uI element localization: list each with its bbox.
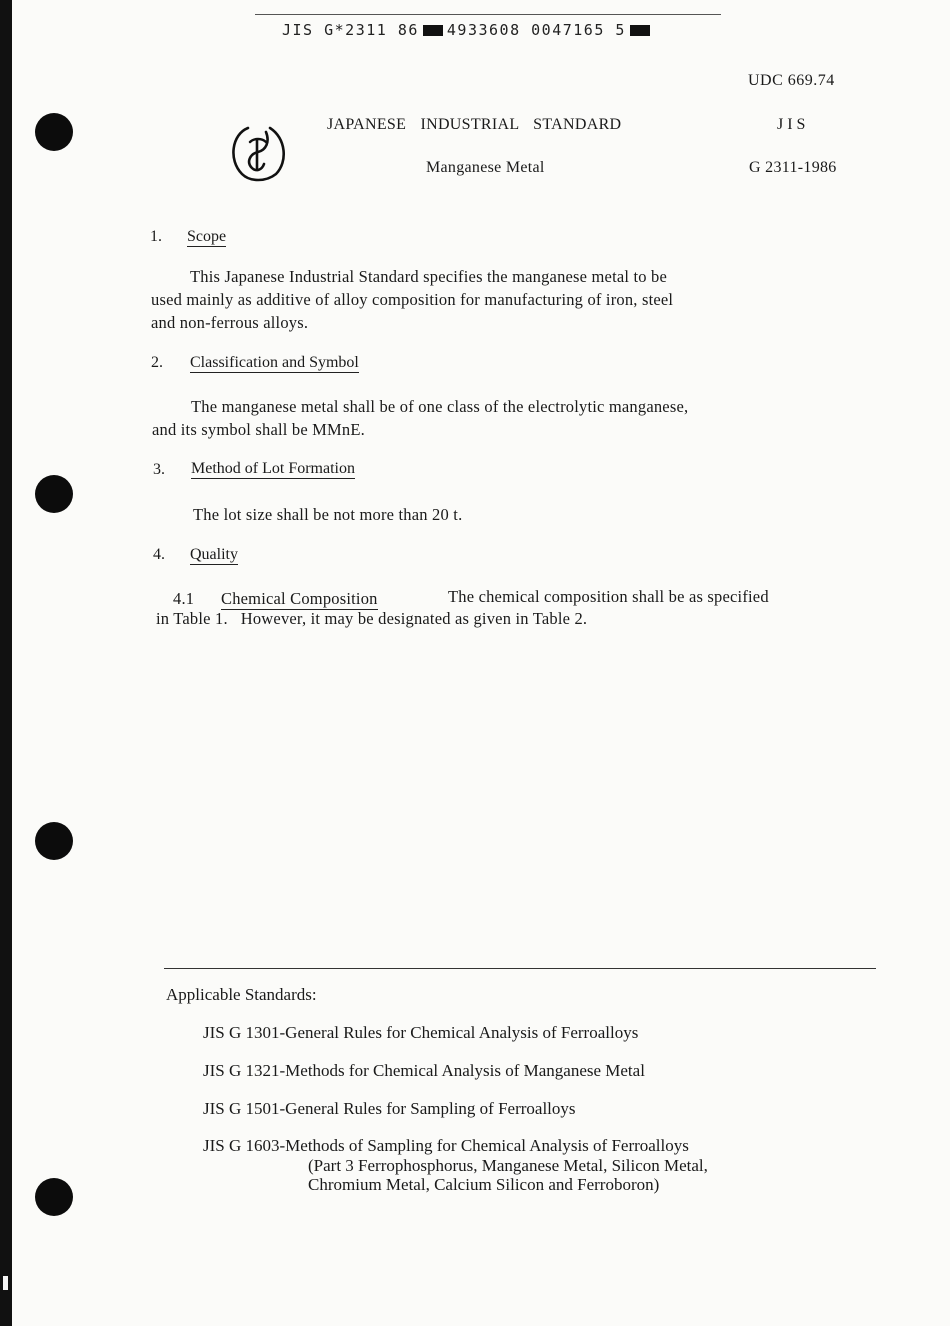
subsection-4-1-title: Chemical Composition: [221, 589, 378, 608]
section-2-number: 2.: [151, 354, 163, 371]
document-title: Manganese Metal: [426, 159, 545, 176]
section-1-number: 1.: [150, 228, 162, 245]
binding-notch: [3, 1276, 8, 1290]
punch-hole: [35, 113, 73, 151]
applicable-standard-continuation: (Part 3 Ferrophosphorus, Manganese Metal, Silicon Metal,: [308, 1156, 708, 1175]
jis-logo-icon: [226, 120, 290, 184]
applicable-standard-item: JIS G 1603-Methods of Sampling for Chemical Analysis of Ferroalloys: [203, 1136, 689, 1155]
section-1-line: and non-ferrous alloys.: [151, 313, 309, 332]
applicable-standards-heading: Applicable Standards:: [166, 985, 317, 1004]
applicable-standard-item: JIS G 1301-General Rules for Chemical Analysis of Ferroalloys: [203, 1023, 639, 1042]
applicable-standard-item: JIS G 1321-Methods for Chemical Analysis of Manganese Metal: [203, 1061, 645, 1080]
applicable-standard-continuation: Chromium Metal, Calcium Silicon and Ferroboron): [308, 1175, 660, 1194]
punch-hole: [35, 822, 73, 860]
udc-code: UDC 669.74: [748, 72, 835, 89]
barcode-left-text: JIS G*2311 86: [282, 21, 419, 39]
footnote-separator: [164, 968, 876, 969]
section-2-line: and its symbol shall be MMnE.: [152, 420, 365, 439]
applicable-standard-item: JIS G 1501-General Rules for Sampling of Ferroalloys: [203, 1099, 576, 1118]
section-4-number: 4.: [153, 546, 165, 563]
section-3-title: Method of Lot Formation: [191, 460, 355, 477]
standard-number: G 2311-1986: [749, 159, 837, 176]
binding-strip: [0, 0, 12, 1326]
section-2-line: The manganese metal shall be of one class of the electrolytic manganese,: [191, 397, 689, 416]
standard-org: JAPANESE INDUSTRIAL STANDARD: [327, 116, 622, 133]
barcode-block: [630, 25, 650, 36]
section-2-title: Classification and Symbol: [190, 354, 359, 371]
punch-hole: [35, 475, 73, 513]
barcode-mid-text: 4933608 0047165 5: [446, 21, 626, 39]
section-1-line: used mainly as additive of alloy composition for manufacturing of iron, steel: [151, 290, 674, 309]
jis-mark-text: J I S: [777, 116, 806, 133]
punch-hole: [35, 1178, 73, 1216]
subsection-4-1-line: The chemical composition shall be as specified: [448, 587, 769, 606]
top-rule: [255, 14, 721, 15]
subsection-4-1-line: in Table 1. However, it may be designated as given in Table 2.: [156, 609, 588, 628]
section-3-number: 3.: [153, 461, 165, 478]
subsection-4-1-number: 4.1: [173, 589, 195, 608]
section-3-line: The lot size shall be not more than 20 t.: [193, 505, 463, 524]
barcode-block: [423, 25, 443, 36]
section-1-line: This Japanese Industrial Standard specifies the manganese metal to be: [190, 267, 668, 286]
barcode-line: [282, 21, 654, 39]
section-4-title: Quality: [190, 546, 238, 563]
section-1-title: Scope: [187, 228, 227, 245]
